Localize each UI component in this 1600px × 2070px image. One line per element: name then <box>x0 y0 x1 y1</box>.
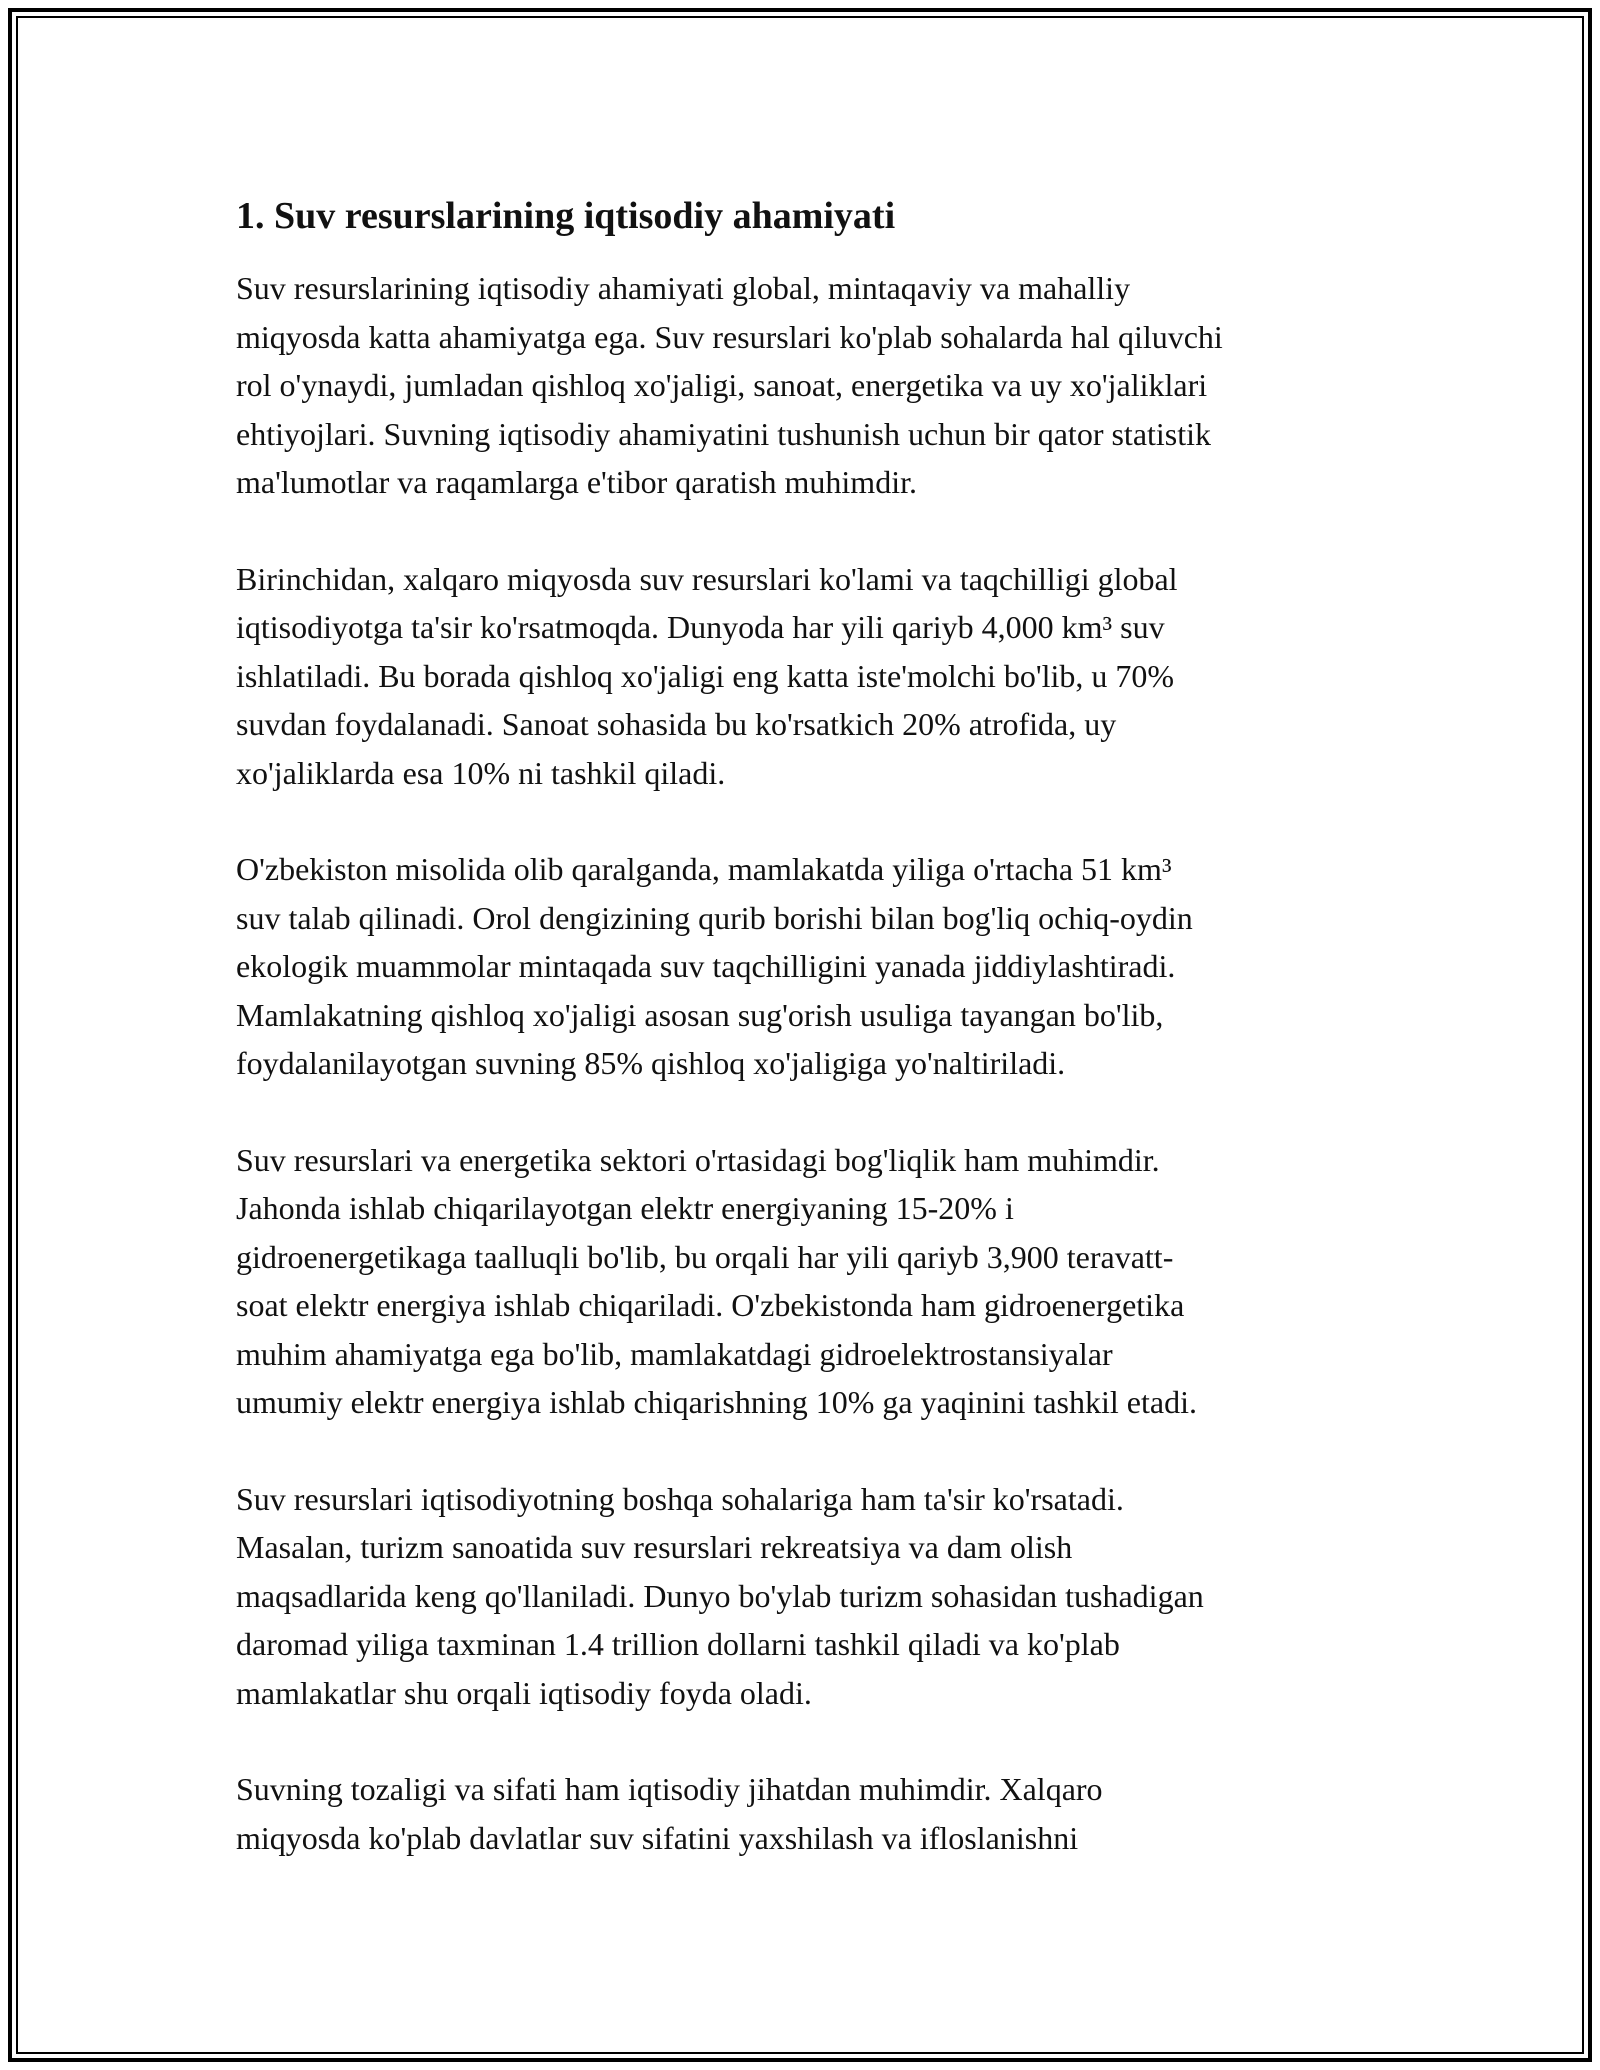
paragraph-line: muhim ahamiyatga ega bo'lib, mamlakatdagi gidroelektrostansiyalar <box>236 1335 1113 1372</box>
paragraph-line: ekologik muammolar mintaqada suv taqchilligini yanada jiddiylashtiradi. <box>236 948 1176 984</box>
paragraph-line: Birinchidan, xalqaro miqyosda suv resurslari ko'lami va taqchilligi global <box>236 560 1178 597</box>
paragraph-line: miqyosda ko'plab davlatlar suv sifatini yaxshilash va ifloslanishni <box>236 1819 1079 1856</box>
paragraph-line: maqsadlarida keng qo'llaniladi. Dunyo bo'ylab turizm sohasidan tushadigan <box>236 1577 1204 1614</box>
document-body <box>236 188 1376 1910</box>
paragraph-line: soat elektr energiya ishlab chiqariladi. O'zbekistonda ham gidroenergetika <box>236 1287 1185 1323</box>
paragraph-line: gidroenergetikaga taalluqli bo'lib, bu orqali har yili qariyb 3,900 teravatt- <box>236 1238 1174 1275</box>
paragraph <box>236 1475 1376 1718</box>
paragraph-line: Mamlakatning qishloq xo'jaligi asosan sug'orish usuliga tayangan bo'lib, <box>236 996 1164 1033</box>
paragraph <box>236 264 1376 507</box>
paragraph <box>236 845 1376 1088</box>
paragraph-line: Suv resurslari iqtisodiyotning boshqa sohalariga ham ta'sir ko'rsatadi. <box>236 1480 1124 1517</box>
paragraph-line: Suvning tozaligi va sifati ham iqtisodiy jihatdan muhimdir. Xalqaro <box>236 1771 1103 1807</box>
paragraph-line: Suv resurslari va energetika sektori o'rtasidagi bog'liqlik ham muhimdir. <box>236 1141 1160 1178</box>
paragraph-line: O'zbekiston misolida olib qaralganda, mamlakatda yiliga o'rtacha 51 km³ <box>236 851 1172 887</box>
paragraph-line: daromad yiliga taxminan 1.4 trillion dollarni tashkil qiladi va ko'plab <box>236 1626 1120 1662</box>
paragraph-line: mamlakatlar shu orqali iqtisodiy foyda oladi. <box>236 1674 812 1711</box>
paragraph-line: foydalanilayotgan suvning 85% qishloq xo'jaligiga yo'naltiriladi. <box>236 1045 1066 1081</box>
paragraph-line: umumiy elektr energiya ishlab chiqarishning 10% ga yaqinini tashkil etadi. <box>236 1384 1197 1420</box>
paragraph-line: Jahonda ishlab chiqarilayotgan elektr energiyaning 15-20% i <box>236 1190 1014 1226</box>
paragraph <box>236 1136 1376 1427</box>
paragraph-line: ma'lumotlar va raqamlarga e'tibor qaratish muhimdir. <box>236 464 917 500</box>
paragraph-line: ehtiyojlari. Suvning iqtisodiy ahamiyatini tushunish uchun bir qator statistik <box>236 415 1212 452</box>
paragraph-line: Masalan, turizm sanoatida suv resurslari rekreatsiya va dam olish <box>236 1529 1073 1565</box>
section-heading: 1. Suv resurslarining iqtisodiy ahamiyati <box>236 195 896 237</box>
paragraph-line: ishlatiladi. Bu borada qishloq xo'jaligi eng katta iste'molchi bo'lib, u 70% <box>236 657 1175 694</box>
paragraph-line: xo'jaliklarda esa 10% ni tashkil qiladi. <box>236 754 726 791</box>
paragraph-line: suv talab qilinadi. Orol dengizining qurib borishi bilan bog'liq ochiq-oydin <box>236 899 1193 936</box>
paragraph-line: rol o'ynaydi, jumladan qishloq xo'jaligi, sanoat, energetika va uy xo'jaliklari <box>236 367 1208 403</box>
paragraph-line: iqtisodiyotga ta'sir ko'rsatmoqda. Dunyoda har yili qariyb 4,000 km³ suv <box>236 609 1165 645</box>
paragraph <box>236 555 1376 798</box>
paragraph <box>236 1765 1376 1862</box>
paragraph-line: Suv resurslarining iqtisodiy ahamiyati global, mintaqaviy va mahalliy <box>236 270 1131 306</box>
paragraph-line: miqyosda katta ahamiyatga ega. Suv resurslari ko'plab sohalarda hal qiluvchi <box>236 318 1223 355</box>
paragraph-list <box>236 264 1376 1862</box>
paragraph-line: suvdan foydalanadi. Sanoat sohasida bu ko'rsatkich 20% atrofida, uy <box>236 706 1117 742</box>
